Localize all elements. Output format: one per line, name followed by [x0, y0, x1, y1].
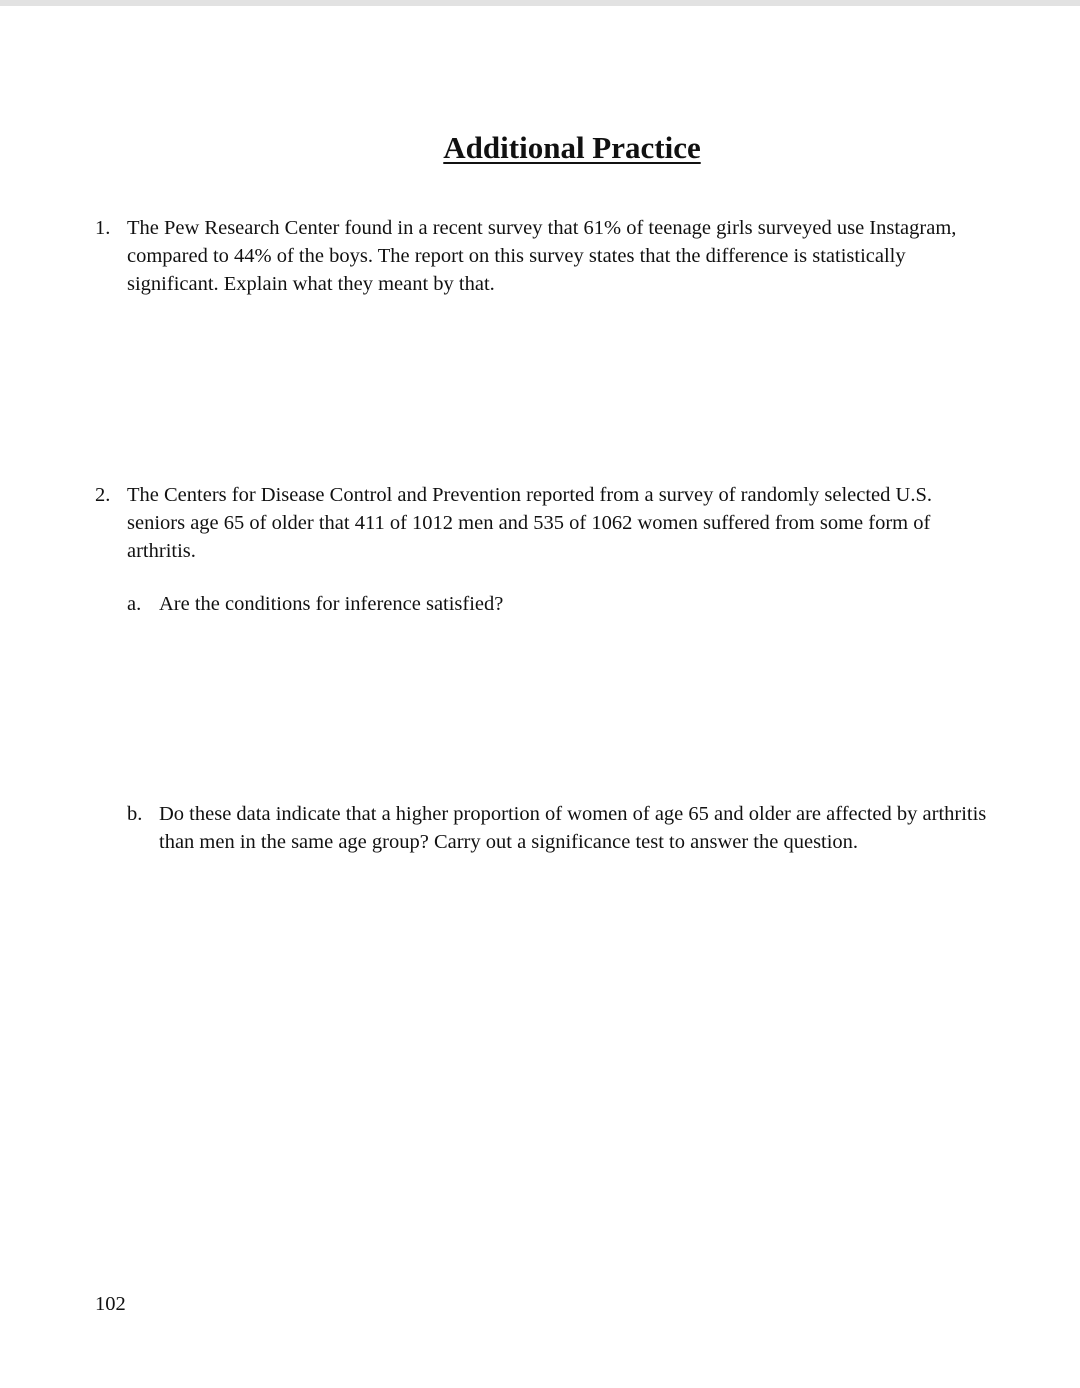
subquestion-text: Are the conditions for inference satisfied? [159, 593, 504, 615]
top-border [0, 0, 1080, 6]
question-text: The Centers for Disease Control and Prevention reported from a survey of randomly selected U.S. seniors age 65 of older that 411 of 1012 men and 535 of 1062 women suffered from some form of arthritis. [127, 484, 932, 562]
subquestion-text: Do these data indicate that a higher proportion of women of age 65 and older are affected by arthritis than men in the same age group? Carry out a significance test to answer the question. [159, 803, 987, 853]
subquestion-letter: b. [127, 803, 143, 825]
question-number: 1. [95, 217, 111, 239]
page-title: Additional Practice [443, 130, 701, 165]
question-number: 2. [95, 484, 111, 506]
page-number: 102 [95, 1293, 126, 1315]
question-text: The Pew Research Center found in a recent survey that 61% of teenage girls surveyed use Instagram, compared to 44% of the boys. The report on this survey states that the difference is statistically significant. Explain what they meant by that. [127, 217, 957, 295]
subquestion-letter: a. [127, 593, 142, 615]
